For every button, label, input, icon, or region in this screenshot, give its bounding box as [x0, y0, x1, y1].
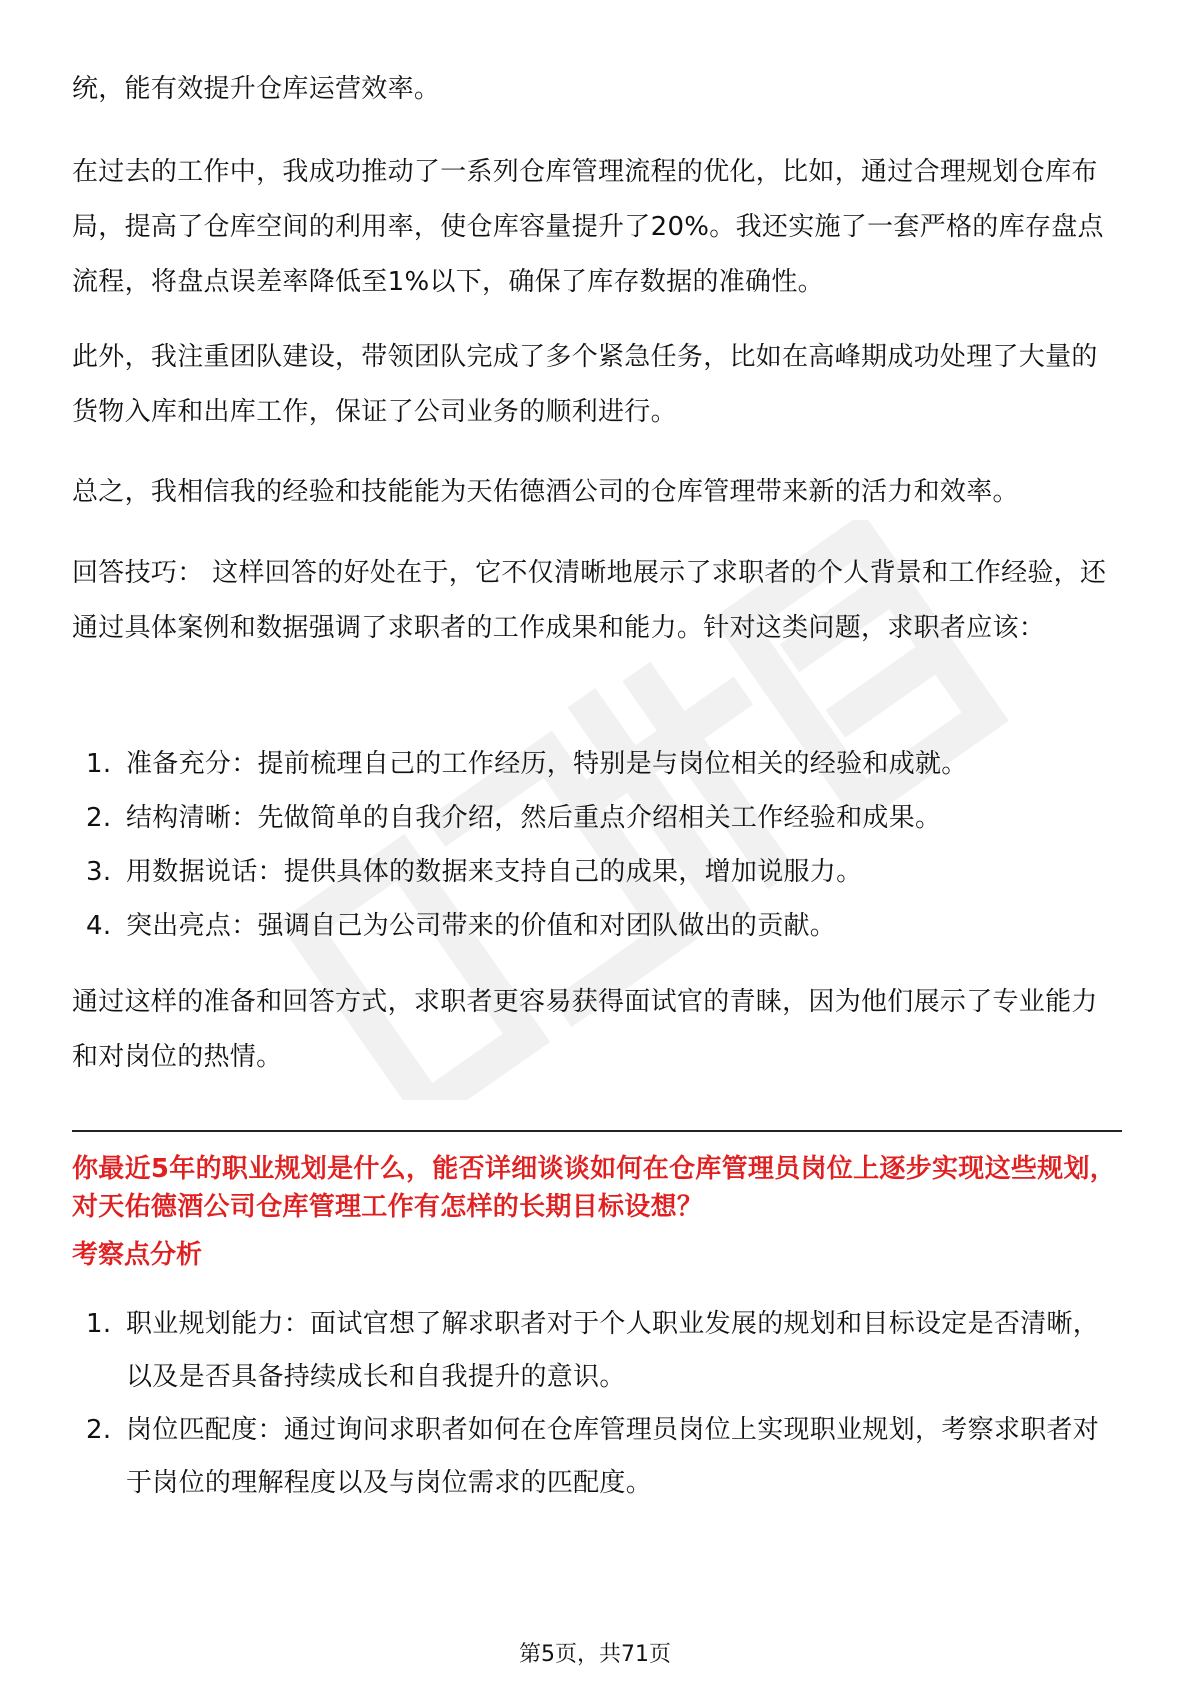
list-item: [72, 1404, 1122, 1510]
list-item-text: 岗位匹配度：通过询问求职者如何在仓库管理员岗位上实现职业规划，考察求职者对于岗位的理解程度以及与岗位需求的匹配度。: [126, 1415, 1100, 1498]
list-number: 1.: [86, 1309, 112, 1339]
paragraph-intro-tail: 统，能有效提升仓库运营效率。: [72, 74, 441, 104]
tips-list: [72, 737, 1122, 953]
list-number: 2.: [86, 1415, 112, 1445]
list-item: [72, 1298, 1122, 1404]
list-number: 1.: [86, 749, 112, 779]
paragraph-conclusion: 通过这样的准备和回答方式，求职者更容易获得面试官的青睐，因为他们展示了专业能力和对岗位的热情。: [72, 987, 1098, 1072]
list-item-text: 结构清晰：先做简单的自我介绍，然后重点介绍相关工作经验和成果。: [126, 803, 942, 833]
list-item: [72, 791, 1122, 845]
list-number: 2.: [86, 803, 112, 833]
list-item-text: 用数据说话：提供具体的数据来支持自己的成果，增加说服力。: [126, 857, 863, 887]
list-item: [72, 845, 1122, 899]
paragraph-summary: 总之，我相信我的经验和技能能为天佑德酒公司的仓库管理带来新的活力和效率。: [72, 477, 1019, 507]
list-item: [72, 737, 1122, 791]
document-page: [72, 0, 1122, 1684]
section-divider: [72, 1130, 1122, 1132]
paragraph-achievements: 在过去的工作中，我成功推动了一系列仓库管理流程的优化，比如，通过合理规划仓库布局，提高了仓库空间的利用率，使仓库容量提升了20%。我还实施了一套严格的库存盘点流程，将盘点误差率降低至1%以下，确保了库存数据的准确性。: [72, 157, 1104, 297]
list-item: [72, 899, 1122, 953]
paragraph-answer-tips: 回答技巧： 这样回答的好处在于，它不仅清晰地展示了求职者的个人背景和工作经验，还通过具体案例和数据强调了求职者的工作成果和能力。针对这类问题，求职者应该：: [72, 558, 1107, 643]
analysis-list: [72, 1298, 1122, 1510]
list-number: 3.: [86, 857, 112, 887]
page-footer: 第5页，共71页: [519, 1642, 671, 1667]
list-item-text: 突出亮点：强调自己为公司带来的价值和对团队做出的贡献。: [126, 911, 837, 941]
list-item-text: 职业规划能力：面试官想了解求职者对于个人职业发展的规划和目标设定是否清晰，以及是否具备持续成长和自我提升的意识。: [126, 1309, 1100, 1392]
paragraph-teamwork: 此外，我注重团队建设，带领团队完成了多个紧急任务，比如在高峰期成功处理了大量的货物入库和出库工作，保证了公司业务的顺利进行。: [72, 342, 1098, 427]
analysis-heading: 考察点分析: [72, 1240, 203, 1270]
interview-question: 你最近5年的职业规划是什么，能否详细谈谈如何在仓库管理员岗位上逐步实现这些规划，对天佑德酒公司仓库管理工作有怎样的长期目标设想？: [72, 1154, 1117, 1222]
list-item-text: 准备充分：提前梳理自己的工作经历，特别是与岗位相关的经验和成就。: [126, 749, 968, 779]
list-number: 4.: [86, 911, 112, 941]
